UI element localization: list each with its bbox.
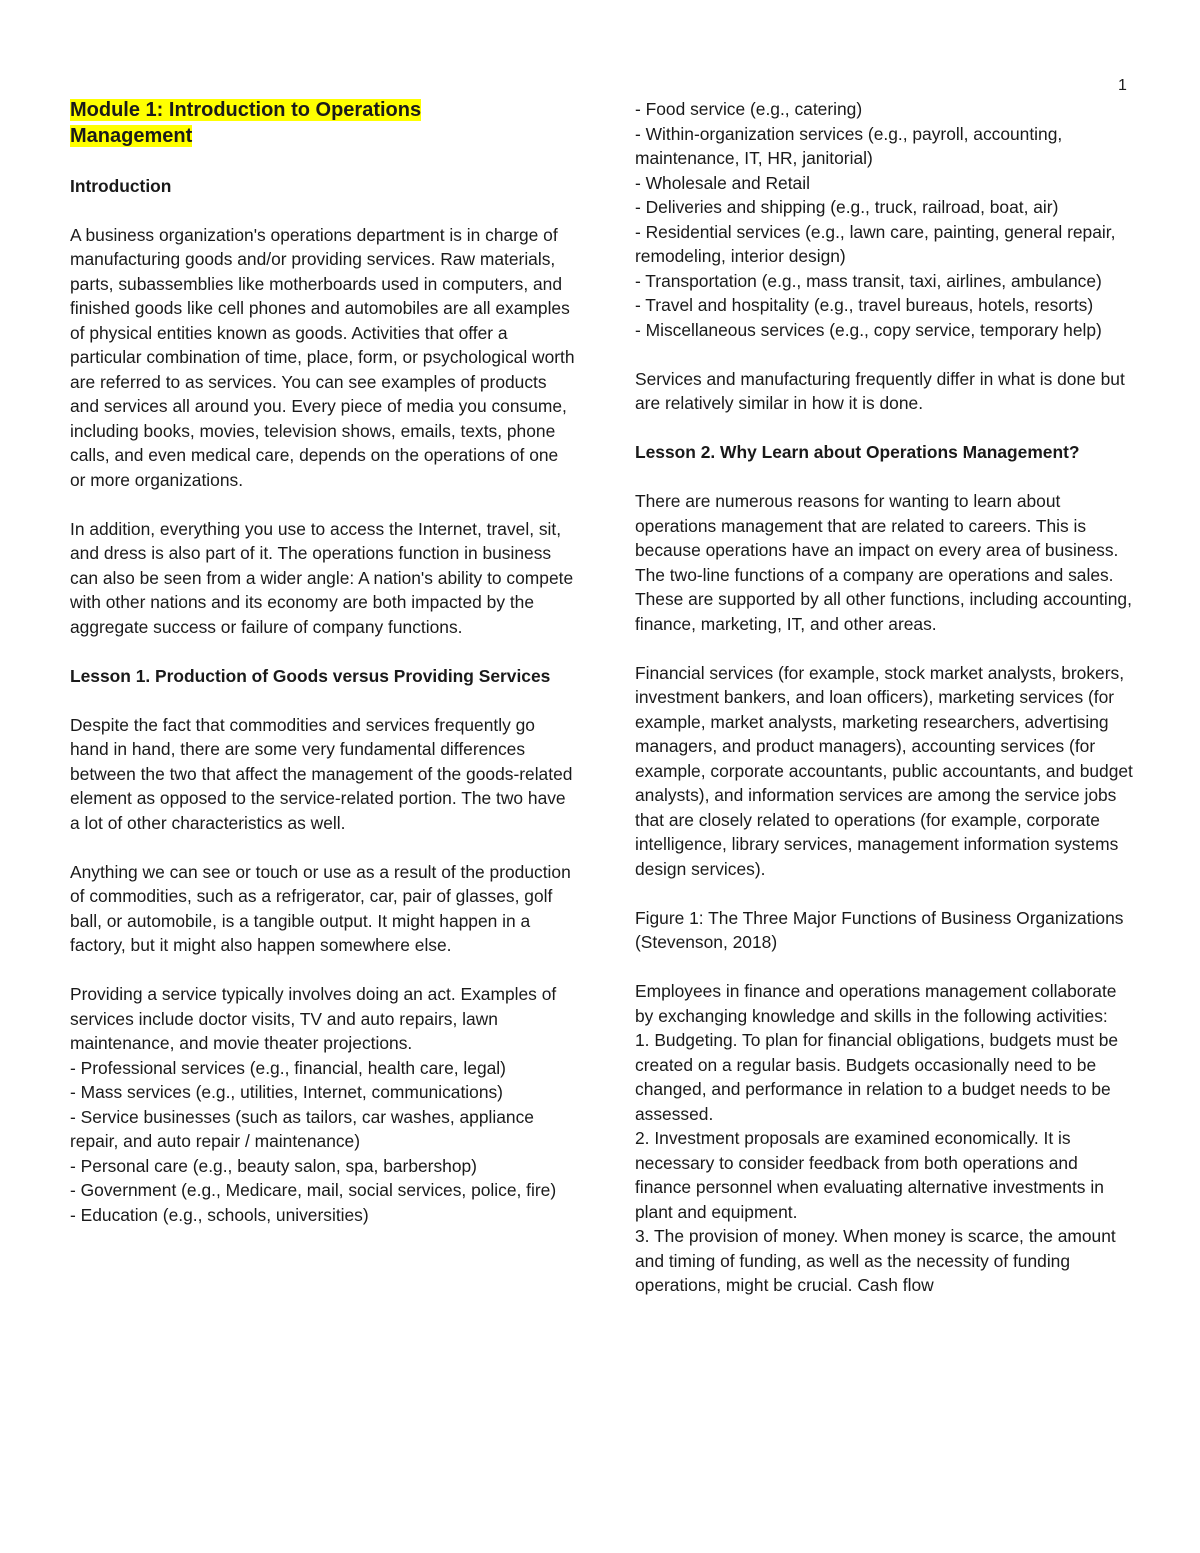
service-list-item: - Transportation (e.g., mass transit, taxi, airlines, ambulance)	[635, 270, 1102, 291]
module-title-line-2: Management	[70, 125, 193, 147]
lesson1-heading: Lesson 1. Production of Goods versus Providing Services	[70, 665, 551, 686]
service-list-item: - Food service (e.g., catering)	[635, 99, 863, 119]
service-list-item: - Travel and hospitality (e.g., travel bureaus, hotels, resorts)	[635, 295, 1094, 315]
intro-paragraph-2: In addition, everything you use to access the Internet, travel, sit, and dress is also part of it. The operations function in business can also be seen from a wider angle: A nation's ability to compete with other nations and its economy are both impacted by the aggregate success or failure of company functions.	[70, 518, 574, 637]
service-list-item: - Professional services (e.g., financial, health care, legal)	[70, 1057, 506, 1078]
module-title-line-1: Module 1: Introduction to Operations	[70, 99, 422, 121]
activity-item: 2. Investment proposals are examined economically. It is necessary to consider feedback from both operations and finance personnel when evaluating alternative investments in plant and equipment.	[635, 1128, 1104, 1222]
summary-paragraph: Services and manufacturing frequently differ in what is done but are relatively similar in how it is done.	[635, 368, 1125, 413]
service-list-item: - Deliveries and shipping (e.g., truck, railroad, boat, air)	[635, 197, 1059, 217]
figure-source: (Stevenson, 2018)	[635, 932, 778, 952]
lesson1-paragraph-2: Anything we can see or touch or use as a result of the production of commodities, such as a refrigerator, car, pair of glasses, golf ball, or automobile, is a tangible output. It might happen in a factory, but it might also happen somewhere else.	[70, 861, 571, 955]
collab-paragraph: Employees in finance and operations management collaborate by exchanging knowledge and skills in the following activities:	[635, 981, 1117, 1026]
activity-item: 3. The provision of money. When money is scarce, the amount and timing of funding, as well as the necessity of funding operations, might be crucial. Cash flow	[635, 1226, 1116, 1295]
service-list-item: - Government (e.g., Medicare, mail, social services, police, fire)	[70, 1180, 557, 1200]
intro-heading: Introduction	[70, 175, 172, 196]
service-list-item: - Mass services (e.g., utilities, Internet, communications)	[70, 1082, 503, 1102]
service-list-item: - Education (e.g., schools, universities)	[70, 1204, 369, 1225]
right-column	[635, 97, 1135, 1298]
lesson2-heading: Lesson 2. Why Learn about Operations Management?	[635, 442, 1080, 462]
service-list-item: - Service businesses (such as tailors, car washes, appliance repair, and auto repair / maintenance)	[70, 1106, 534, 1151]
intro-paragraph: A business organization's operations department is in charge of manufacturing goods and/or providing services. Raw materials, parts, subassemblies like motherboards used in computers, and finished goods like cell phones and automobiles are all examples of physical entities known as goods. Activities that offer a particular combination of time, place, form, or psychological worth are referred to as services. You can see examples of products and services all around you. Every piece of media you consume, including books, movies, television shows, emails, texts, phone calls, and even medical care, depends on the operations of one or more organizations.	[70, 224, 575, 490]
page-number: 1	[1118, 77, 1127, 94]
left-column	[70, 97, 575, 1227]
figure-caption: Figure 1: The Three Major Functions of Business Organizations	[635, 907, 1124, 928]
service-list-item: - Within-organization services (e.g., payroll, accounting, maintenance, IT, HR, janitorial)	[635, 123, 1063, 168]
service-list-item: - Residential services (e.g., lawn care, painting, general repair, remodeling, interior design)	[635, 221, 1116, 266]
lesson2-paragraph-1: There are numerous reasons for wanting to learn about operations management that are related to careers. This is because operations have an impact on every area of business. The two-line functions of a company are operations and sales. These are supported by all other functions, including accounting, finance, marketing, IT, and other areas.	[635, 491, 1132, 634]
module-title	[70, 97, 575, 149]
lesson1-paragraph-1: Despite the fact that commodities and services frequently go hand in hand, there are some very fundamental differences between the two that affect the management of the goods-related element as opposed to the service-related portion. The two have a lot of other characteristics as well.	[70, 714, 573, 833]
service-list-item: - Wholesale and Retail	[635, 172, 810, 193]
activity-item: 1. Budgeting. To plan for financial obligations, budgets must be created on a regular basis. Budgets occasionally need to be changed, and performance in relation to a budget needs to be assessed.	[635, 1030, 1119, 1124]
lesson1-paragraph-3: Providing a service typically involves doing an act. Examples of services include doctor visits, TV and auto repairs, lawn maintenance, and movie theater projections.	[70, 984, 557, 1053]
lesson2-paragraph-2: Financial services (for example, stock market analysts, brokers, investment bankers, and loan officers), marketing services (for example, market analysts, marketing researchers, advertising managers, and product managers), accounting services (for example, corporate accountants, public accountants, and budget analysts), and information services are among the service jobs that are closely related to operations (for example, corporate intelligence, library services, management information systems design services).	[635, 662, 1133, 879]
service-list-item: - Miscellaneous services (e.g., copy service, temporary help)	[635, 319, 1102, 340]
service-list-item: - Personal care (e.g., beauty salon, spa, barbershop)	[70, 1155, 477, 1176]
